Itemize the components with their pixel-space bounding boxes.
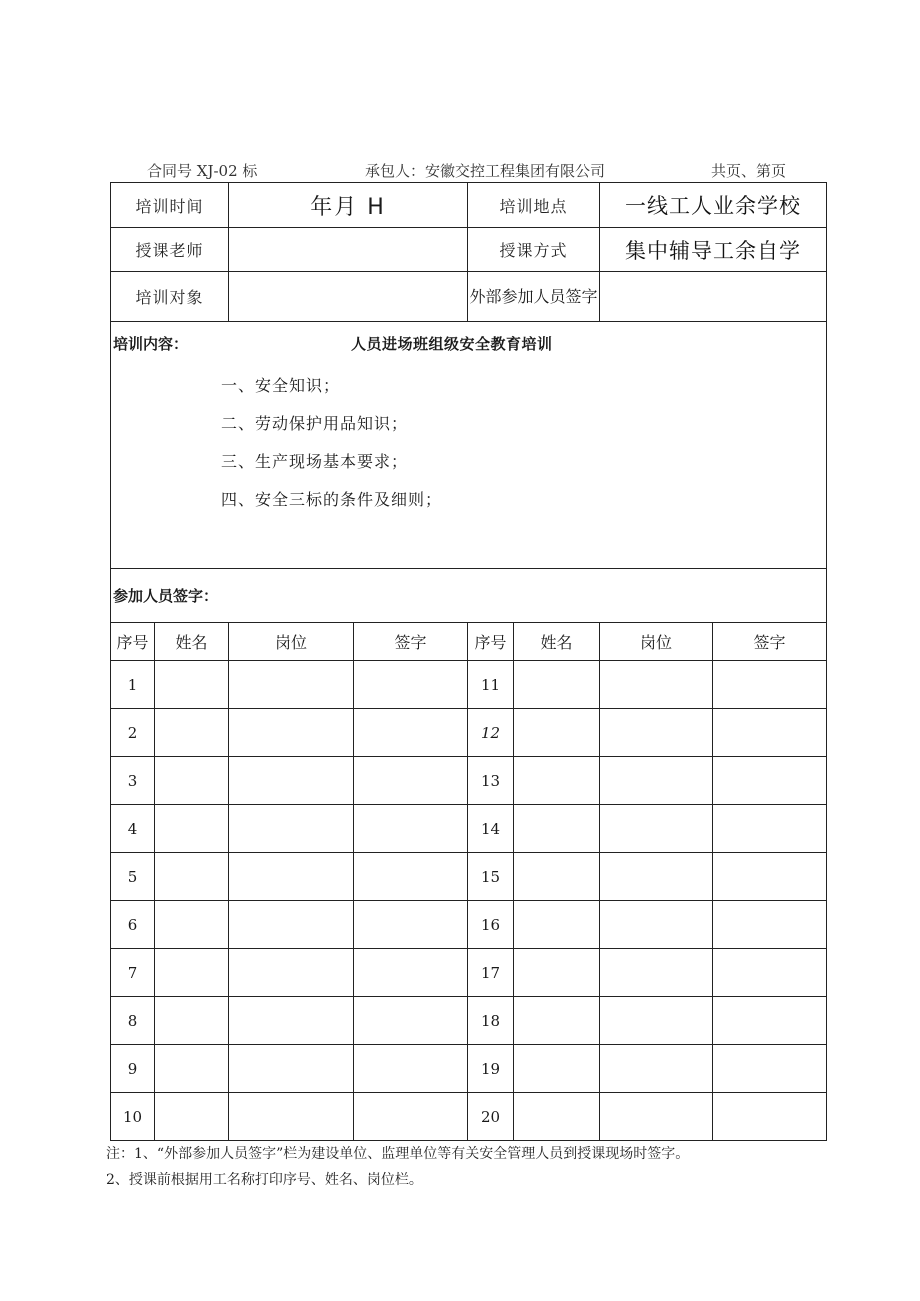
info-row-target bbox=[111, 272, 827, 322]
name-cell[interactable] bbox=[155, 853, 229, 901]
external-sign-value[interactable] bbox=[600, 272, 827, 322]
position-cell[interactable] bbox=[229, 1045, 354, 1093]
signature-cell[interactable] bbox=[713, 1093, 827, 1141]
signature-cell[interactable] bbox=[354, 1093, 468, 1141]
table-row bbox=[111, 1093, 827, 1141]
table-row bbox=[111, 661, 827, 709]
row-number: 12 bbox=[468, 709, 514, 757]
table-row bbox=[111, 709, 827, 757]
name-cell[interactable] bbox=[514, 661, 600, 709]
signature-cell[interactable] bbox=[354, 757, 468, 805]
name-cell[interactable] bbox=[514, 853, 600, 901]
contractor-name: 承包人：安徽交控工程集团有限公司 bbox=[365, 162, 606, 180]
position-cell[interactable] bbox=[229, 949, 354, 997]
signature-cell[interactable] bbox=[354, 949, 468, 997]
table-row bbox=[111, 901, 827, 949]
row-number: 16 bbox=[468, 901, 514, 949]
footnote-1: 注：1、“外部参加人员签字”栏为建设单位、监理单位等有关安全管理人员到授课现场时签字。 bbox=[106, 1146, 690, 1162]
row-number: 2 bbox=[111, 709, 155, 757]
training-time-label: 培训时间 bbox=[111, 183, 229, 228]
position-cell[interactable] bbox=[600, 661, 713, 709]
signature-cell[interactable] bbox=[713, 1045, 827, 1093]
external-sign-label: 外部参加人员签字 bbox=[468, 272, 600, 322]
info-row-teacher bbox=[111, 228, 827, 272]
position-cell[interactable] bbox=[600, 805, 713, 853]
name-cell[interactable] bbox=[155, 661, 229, 709]
position-cell[interactable] bbox=[600, 853, 713, 901]
row-number: 1 bbox=[111, 661, 155, 709]
name-cell[interactable] bbox=[514, 709, 600, 757]
column-header-signature: 签字 bbox=[713, 623, 827, 661]
name-cell[interactable] bbox=[514, 997, 600, 1045]
training-content-cell bbox=[111, 322, 827, 569]
signature-cell[interactable] bbox=[713, 901, 827, 949]
training-target-label: 培训对象 bbox=[111, 272, 229, 322]
position-cell[interactable] bbox=[229, 805, 354, 853]
position-cell[interactable] bbox=[229, 661, 354, 709]
signature-cell[interactable] bbox=[713, 805, 827, 853]
signature-cell[interactable] bbox=[713, 757, 827, 805]
table-row bbox=[111, 853, 827, 901]
training-content-title: 人员进场班组级安全教育培训 bbox=[351, 335, 553, 353]
teaching-method-value[interactable]: 集中辅导工余自学 bbox=[600, 228, 827, 272]
name-cell[interactable] bbox=[514, 805, 600, 853]
position-cell[interactable] bbox=[600, 901, 713, 949]
table-row bbox=[111, 757, 827, 805]
column-header-seq: 序号 bbox=[468, 623, 514, 661]
row-number: 20 bbox=[468, 1093, 514, 1141]
position-cell[interactable] bbox=[229, 1093, 354, 1141]
name-cell[interactable] bbox=[514, 1093, 600, 1141]
table-row bbox=[111, 997, 827, 1045]
content-item: 四、安全三标的条件及细则； bbox=[221, 490, 443, 509]
name-cell[interactable] bbox=[514, 1045, 600, 1093]
footnote-2: 2、授课前根据用工名称打印序号、姓名、岗位栏。 bbox=[106, 1172, 423, 1188]
position-cell[interactable] bbox=[600, 997, 713, 1045]
row-number: 14 bbox=[468, 805, 514, 853]
content-item: 一、安全知识； bbox=[221, 376, 341, 395]
name-cell[interactable] bbox=[514, 901, 600, 949]
signature-cell[interactable] bbox=[354, 661, 468, 709]
row-number: 9 bbox=[111, 1045, 155, 1093]
content-item: 二、劳动保护用品知识； bbox=[221, 414, 409, 433]
name-cell[interactable] bbox=[514, 757, 600, 805]
row-number: 10 bbox=[111, 1093, 155, 1141]
teacher-label: 授课老师 bbox=[111, 228, 229, 272]
signature-cell[interactable] bbox=[354, 709, 468, 757]
position-cell[interactable] bbox=[600, 949, 713, 997]
contract-number: 合同号 XJ-02 标 bbox=[147, 162, 258, 180]
row-number: 19 bbox=[468, 1045, 514, 1093]
row-number: 11 bbox=[468, 661, 514, 709]
position-cell[interactable] bbox=[600, 757, 713, 805]
position-cell[interactable] bbox=[229, 997, 354, 1045]
column-header-name: 姓名 bbox=[514, 623, 600, 661]
row-number: 8 bbox=[111, 997, 155, 1045]
row-number: 15 bbox=[468, 853, 514, 901]
row-number: 13 bbox=[468, 757, 514, 805]
training-content-list bbox=[221, 374, 442, 526]
page-count: 共页、第页 bbox=[711, 162, 787, 180]
name-cell[interactable] bbox=[155, 997, 229, 1045]
signature-cell[interactable] bbox=[713, 661, 827, 709]
training-content-label: 培训内容： bbox=[113, 335, 189, 353]
column-header-signature: 签字 bbox=[354, 623, 468, 661]
row-number: 5 bbox=[111, 853, 155, 901]
name-cell[interactable] bbox=[155, 709, 229, 757]
training-location-label: 培训地点 bbox=[468, 183, 600, 228]
signature-cell[interactable] bbox=[354, 1045, 468, 1093]
row-number: 17 bbox=[468, 949, 514, 997]
row-number: 3 bbox=[111, 757, 155, 805]
name-cell[interactable] bbox=[155, 949, 229, 997]
training-time-value[interactable]: 年月 H bbox=[229, 183, 468, 228]
attendee-sign-label: 参加人员签字： bbox=[111, 569, 827, 623]
position-cell[interactable] bbox=[600, 1093, 713, 1141]
teaching-method-label: 授课方式 bbox=[468, 228, 600, 272]
signature-cell[interactable] bbox=[713, 949, 827, 997]
teacher-value[interactable] bbox=[229, 228, 468, 272]
row-number: 6 bbox=[111, 901, 155, 949]
position-cell[interactable] bbox=[600, 709, 713, 757]
position-cell[interactable] bbox=[229, 901, 354, 949]
name-cell[interactable] bbox=[514, 949, 600, 997]
name-cell[interactable] bbox=[155, 757, 229, 805]
name-cell[interactable] bbox=[155, 1093, 229, 1141]
column-header-name: 姓名 bbox=[155, 623, 229, 661]
table-row bbox=[111, 805, 827, 853]
signature-cell[interactable] bbox=[713, 853, 827, 901]
attendee-header-row bbox=[111, 623, 827, 661]
position-cell[interactable] bbox=[600, 1045, 713, 1093]
content-item: 三、生产现场基本要求； bbox=[221, 452, 409, 471]
training-record-table bbox=[110, 182, 827, 1141]
position-cell[interactable] bbox=[229, 853, 354, 901]
position-cell[interactable] bbox=[229, 757, 354, 805]
name-cell[interactable] bbox=[155, 1045, 229, 1093]
content-row bbox=[111, 322, 827, 569]
attendee-label-row bbox=[111, 569, 827, 623]
info-row-time bbox=[111, 183, 827, 228]
column-header-position: 岗位 bbox=[229, 623, 354, 661]
table-row bbox=[111, 1045, 827, 1093]
row-number: 4 bbox=[111, 805, 155, 853]
name-cell[interactable] bbox=[155, 805, 229, 853]
signature-cell[interactable] bbox=[354, 997, 468, 1045]
table-row bbox=[111, 949, 827, 997]
row-number: 18 bbox=[468, 997, 514, 1045]
training-target-value[interactable] bbox=[229, 272, 468, 322]
training-location-value[interactable]: 一线工人业余学校 bbox=[600, 183, 827, 228]
position-cell[interactable] bbox=[229, 709, 354, 757]
row-number: 7 bbox=[111, 949, 155, 997]
signature-cell[interactable] bbox=[713, 709, 827, 757]
signature-cell[interactable] bbox=[354, 853, 468, 901]
signature-cell[interactable] bbox=[713, 997, 827, 1045]
column-header-seq: 序号 bbox=[111, 623, 155, 661]
signature-cell[interactable] bbox=[354, 901, 468, 949]
signature-cell[interactable] bbox=[354, 805, 468, 853]
column-header-position: 岗位 bbox=[600, 623, 713, 661]
name-cell[interactable] bbox=[155, 901, 229, 949]
